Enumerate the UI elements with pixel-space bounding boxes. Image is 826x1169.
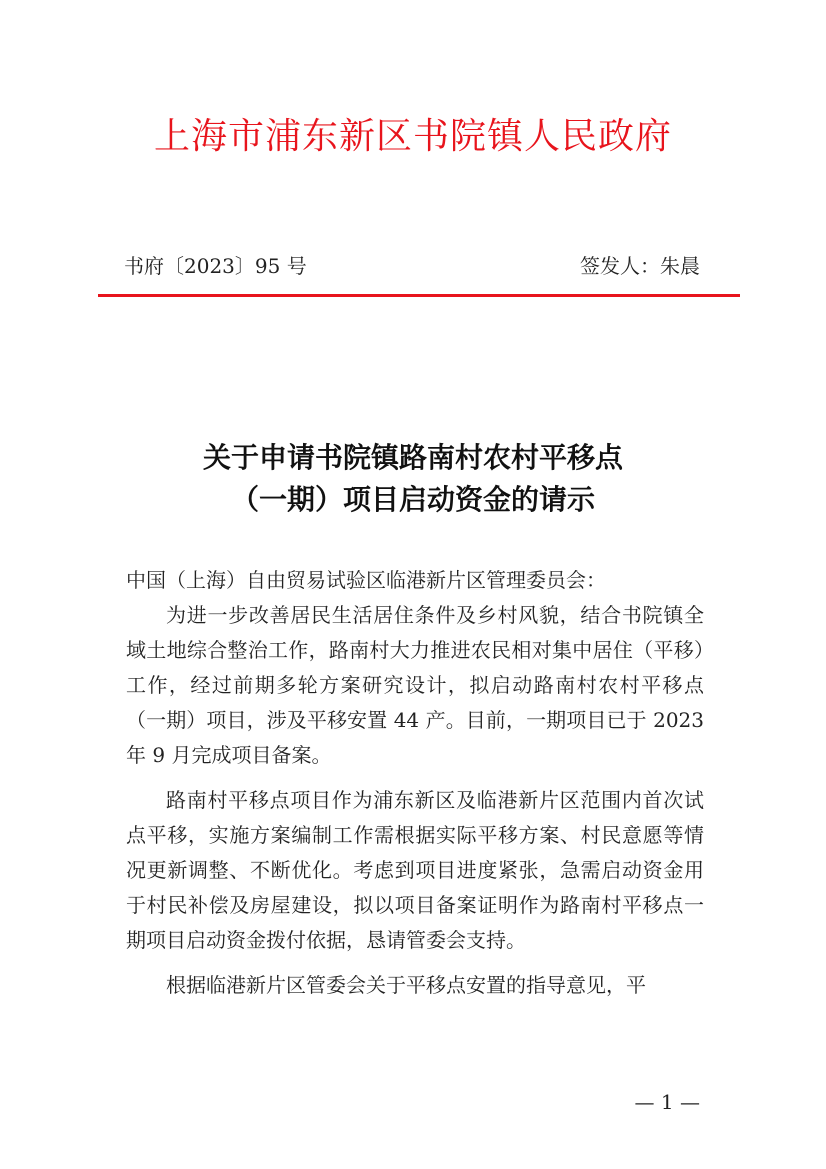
title-line-1: 关于申请书院镇路南村农村平移点 bbox=[202, 441, 623, 474]
page-number: — 1 — bbox=[634, 1090, 700, 1114]
document-body bbox=[126, 563, 704, 1013]
issuer-header: 上海市浦东新区书院镇人民政府 bbox=[153, 116, 672, 157]
body-paragraph: 路南村平移点项目作为浦东新区及临港新片区范围内首次试点平移，实施方案编制工作需根据实际平移方案、村民意愿等情况更新调整、不断优化。考虑到项目进度紧张，急需启动资金用于村民补偿及房屋建设，拟以项目备案证明作为路南村平移点一期项目启动资金拨付依据，恳请管委会支持。 bbox=[126, 788, 704, 952]
document-title bbox=[0, 437, 826, 521]
body-paragraph: 为进一步改善居民生活居住条件及乡村风貌，结合书院镇全域土地综合整治工作，路南村大力推进农民相对集中居住（平移）工作，经过前期多轮方案研究设计，拟启动路南村农村平移点（一期）项目，涉及平移安置 44 产。目前，一期项目已于 2023 年 9 月完成项目备案。 bbox=[126, 603, 704, 767]
addressee: 中国（上海）自由贸易试验区临港新片区管理委员会： bbox=[126, 568, 606, 592]
title-line-2: （一期）项目启动资金的请示 bbox=[230, 483, 595, 516]
red-divider bbox=[98, 294, 740, 297]
body-paragraph: 根据临港新片区管委会关于平移点安置的指导意见，平 bbox=[166, 973, 646, 997]
document-number: 书府〔2023〕95 号 bbox=[124, 254, 307, 278]
signer: 签发人：朱晨 bbox=[580, 254, 700, 278]
